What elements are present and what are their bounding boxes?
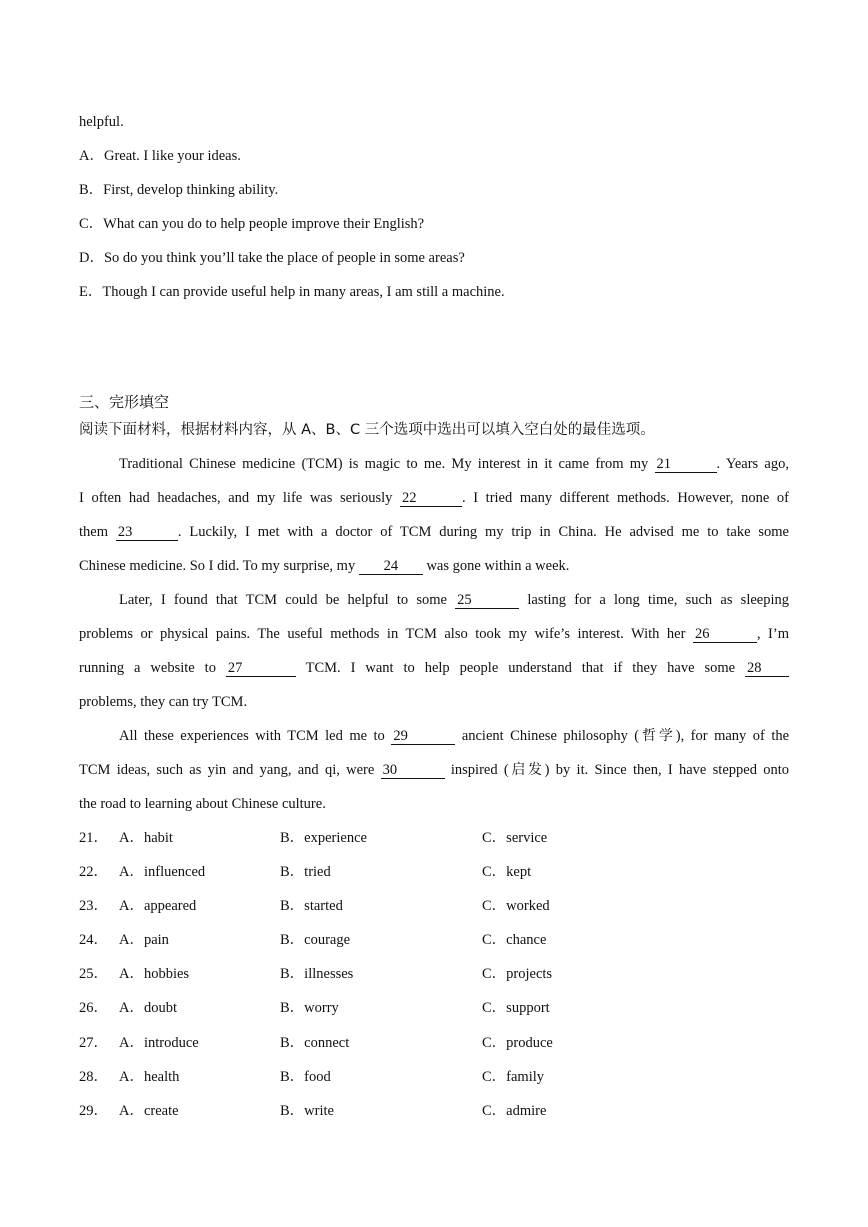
passage-text: ), for many of the — [675, 728, 790, 744]
choice-a[interactable]: A．appeared — [119, 898, 197, 914]
choice-c[interactable]: C．projects — [482, 966, 553, 982]
option-letter: C． — [79, 216, 104, 232]
passage-text: running a website to — [79, 660, 216, 676]
passage-text: lasting for a long time, such as sleeping — [527, 592, 790, 608]
passage-text: Later, I found that TCM could be helpful to some — [119, 592, 447, 608]
choice-a[interactable]: A．pain — [119, 932, 169, 948]
option-letter: B． — [79, 182, 104, 198]
question-number: 23． — [79, 898, 108, 914]
choice-c[interactable]: C．chance — [482, 932, 547, 948]
blank-29: 29 — [391, 728, 455, 745]
choice-c[interactable]: C．worked — [482, 898, 550, 914]
passage-line — [79, 760, 789, 780]
passage-text: , I’m — [756, 626, 789, 642]
passage-line — [119, 590, 789, 610]
passage-line — [119, 454, 789, 474]
question-number: 22． — [79, 864, 108, 880]
passage-text: TCM. I want to help people understand that if they have some — [305, 660, 736, 676]
option-text: What can you do to help people improve their English? — [103, 216, 425, 232]
choice-a[interactable]: A．health — [119, 1069, 180, 1085]
choice-c[interactable]: C．kept — [482, 864, 532, 880]
passage-line — [79, 488, 789, 508]
section-title: 三、完形填空 — [79, 393, 170, 411]
question-row — [79, 930, 779, 950]
blank-24: 24 — [359, 558, 423, 575]
question-row — [79, 1067, 779, 1087]
passage-line — [79, 556, 569, 576]
blank-22: 22 — [400, 490, 462, 507]
choice-a[interactable]: A．hobbies — [119, 966, 190, 982]
question-number: 27． — [79, 1035, 108, 1051]
question-number: 24． — [79, 932, 108, 948]
passage-text: them — [79, 524, 108, 540]
passage-text: All these experiences with TCM led me to — [119, 728, 385, 744]
question-row — [79, 828, 779, 848]
choice-b[interactable]: B．tried — [280, 864, 331, 880]
choice-a[interactable]: A．doubt — [119, 1000, 177, 1016]
blank-27: 27 — [226, 660, 296, 677]
choice-b[interactable]: B．connect — [280, 1035, 350, 1051]
option-text: Though I can provide useful help in many areas, I am still a machine. — [102, 284, 505, 300]
passage-line — [79, 522, 789, 542]
passage-text: ancient Chinese philosophy ( — [461, 728, 640, 744]
passage-text: . I tried many different methods. However, none of — [461, 490, 790, 506]
blank-26: 26 — [693, 626, 757, 643]
blank-23: 23 — [116, 524, 178, 541]
blank-28: 28 — [745, 660, 789, 677]
choice-b[interactable]: B．food — [280, 1069, 331, 1085]
question-number: 26． — [79, 1000, 108, 1016]
choice-a[interactable]: A．create — [119, 1103, 179, 1119]
choice-b[interactable]: B．courage — [280, 932, 351, 948]
choice-a[interactable]: A．introduce — [119, 1035, 199, 1051]
section-instruction: 阅读下面材料，根据材料内容，从 A、B、C 三个选项中选出可以填入空白处的最佳选项。 — [79, 422, 655, 438]
passage-text: . Luckily, I met with a doctor of TCM during my trip in China. He advised me to take some — [177, 524, 789, 540]
passage-text: Chinese medicine. So I did. To my surprise, my — [79, 558, 356, 574]
option-letter: A． — [79, 148, 104, 164]
question-number: 25． — [79, 966, 108, 982]
blank-25: 25 — [455, 592, 519, 609]
passage-text: . Years ago, — [716, 456, 789, 472]
question-row — [79, 896, 779, 916]
passage-line: problems, they can try TCM. — [79, 694, 248, 710]
passage-text: 启发 — [508, 762, 545, 778]
option-letter: D． — [79, 250, 104, 266]
passage-text: ) by it. Since then, I have stepped onto — [544, 762, 789, 778]
question-row — [79, 964, 779, 984]
choice-a[interactable]: A．habit — [119, 830, 173, 846]
intro-fragment: helpful. — [79, 114, 124, 130]
passage-text: was gone within a week. — [426, 558, 570, 574]
dialogue-option-b — [79, 180, 278, 200]
passage-text: Traditional Chinese medicine (TCM) is magic to me. My interest in it came from my — [119, 456, 649, 472]
blank-21: 21 — [655, 456, 717, 473]
choice-a[interactable]: A．influenced — [119, 864, 206, 880]
choice-b[interactable]: B．worry — [280, 1000, 339, 1016]
dialogue-option-c — [79, 214, 424, 234]
option-letter: E． — [79, 284, 103, 300]
passage-text: 哲学 — [639, 728, 676, 744]
choice-c[interactable]: C．service — [482, 830, 548, 846]
choice-b[interactable]: B．write — [280, 1103, 334, 1119]
dialogue-option-a — [79, 146, 241, 166]
dialogue-option-d — [79, 248, 465, 268]
passage-line — [79, 658, 789, 678]
option-text: Great. I like your ideas. — [103, 148, 241, 164]
option-text: First, develop thinking ability. — [103, 182, 279, 198]
passage-text: inspired ( — [450, 762, 509, 778]
choice-b[interactable]: B．started — [280, 898, 343, 914]
passage-text: problems or physical pains. The useful methods in TCM also took my wife’s interest. With her — [79, 626, 686, 642]
choice-c[interactable]: C．produce — [482, 1035, 553, 1051]
question-number: 29． — [79, 1103, 108, 1119]
question-row — [79, 998, 779, 1018]
question-number: 28． — [79, 1069, 108, 1085]
passage-text: TCM ideas, such as yin and yang, and qi, were — [79, 762, 375, 778]
passage-line: the road to learning about Chinese culture. — [79, 796, 326, 812]
choice-c[interactable]: C．admire — [482, 1103, 547, 1119]
blank-30: 30 — [381, 762, 445, 779]
choice-c[interactable]: C．support — [482, 1000, 550, 1016]
choice-b[interactable]: B．experience — [280, 830, 367, 846]
passage-text: I often had headaches, and my life was seriously — [79, 490, 393, 506]
question-row — [79, 1101, 779, 1121]
question-number: 21． — [79, 830, 108, 846]
passage-line — [119, 726, 789, 746]
dialogue-option-e — [79, 282, 505, 302]
option-text: So do you think you’ll take the place of people in some areas? — [103, 250, 465, 266]
choice-b[interactable]: B．illnesses — [280, 966, 354, 982]
passage-line — [79, 624, 789, 644]
choice-c[interactable]: C．family — [482, 1069, 545, 1085]
question-row — [79, 862, 779, 882]
question-row — [79, 1033, 779, 1053]
